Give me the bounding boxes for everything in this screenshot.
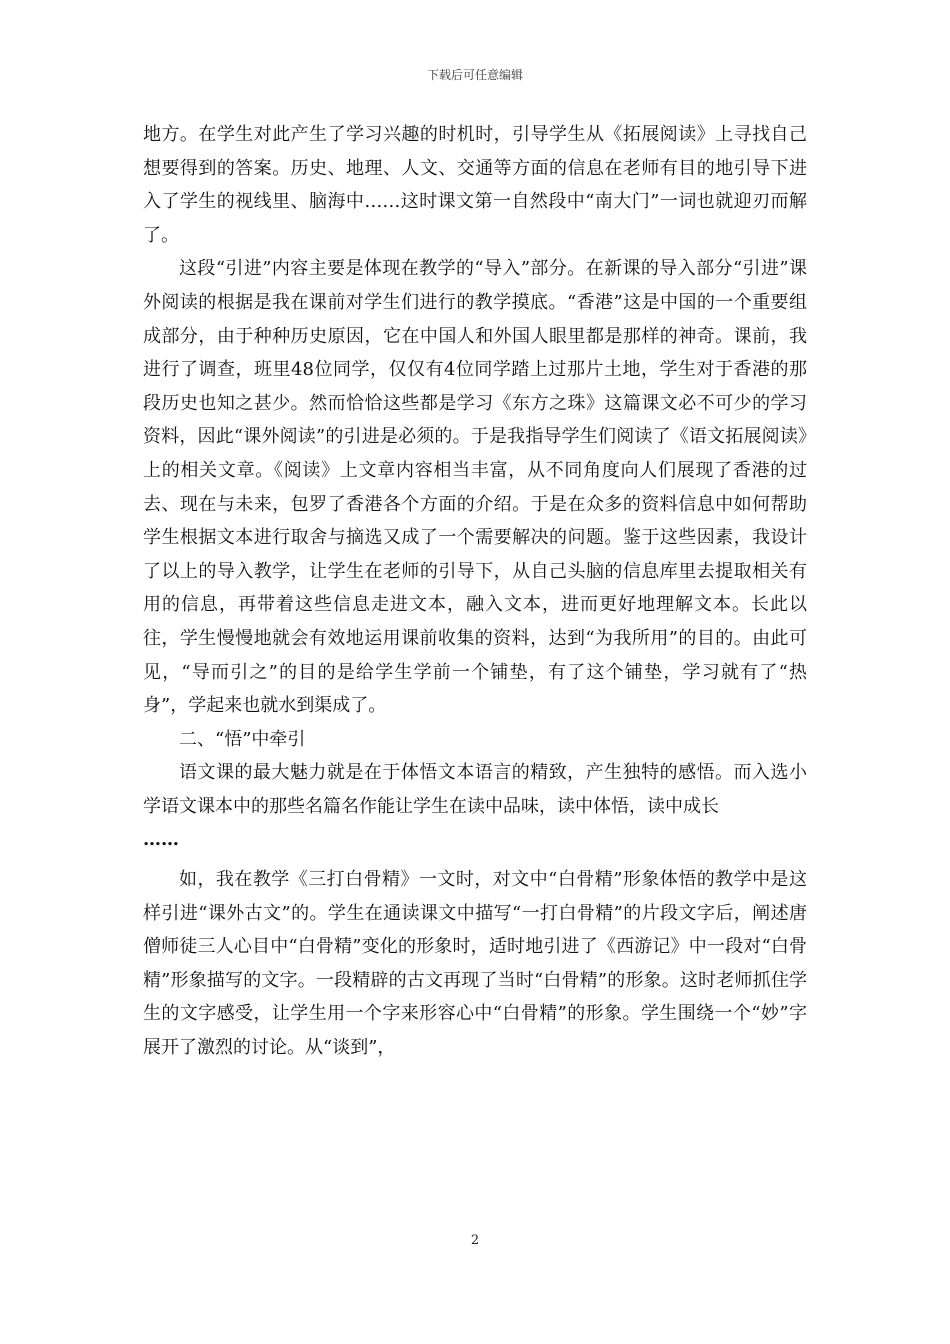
page-header: 下载后可任意编辑 — [426, 68, 523, 82]
ellipsis-line: …… — [143, 829, 179, 851]
section-heading: 二、“悟”中牵引 — [179, 728, 306, 750]
paragraph: 这段“引进”内容主要是体现在教学的“导入”部分。在新课的导入部分“引进”课外阅读的根据是我在课前对学生们进行的教学摸底。“香港”这是中国的一个重要组成部分，由于种种历史原因，它在中国人和外国人眼里都是那样的神奇。课前，我进行了调查，班里48位同学，仅仅有4位同学踏上过那片土地，学生对于香港的那段历史也知之甚少。然而恰恰这些都是学习《东方之珠》这篇课文必不可少的学习资料，因此“课外阅读”的引进是必须的。于是我指导学生们阅读了《语文拓展阅读》上的相关文章。《阅读》上文章内容相当丰富，从不同角度向人们展现了香港的过去、现在与未来，包罗了香港各个方面的介绍。于是在众多的资料信息中如何帮助学生根据文本进行取舍与摘选又成了一个需要解决的问题。鉴于这些因素，我设计了以上的导入教学，让学生在老师的引导下，从自己头脑的信息库里去提取相关有用的信息，再带着这些信息走进文本，融入文本，进而更好地理解文本。长此以往，学生慢慢地就会有效地运用课前收集的资料，达到“为我所用”的目的。由此可见，“导而引之”的目的是给学生学前一个铺垫，有了这个铺垫，学习就有了“热身”，学起来也就水到渠成了。 — [143, 258, 807, 717]
paragraph: 如，我在教学《三打白骨精》一文时，对文中“白骨精”形象体悟的教学中是这样引进“课外古文”的。学生在通读课文中描写“一打白骨精”的片段文字后，阐述唐僧师徒三人心目中“白骨精”变化的形象时，适时地引进了《西游记》中一段对“白骨精”形象描写的文字。一段精辟的古文再现了当时“白骨精”的形象。这时老师抓住学生的文字感受，让学生用一个字来形容心中“白骨精”的形象。学生围绕一个“妙”字展开了激烈的讨论。从“谈到”， — [143, 869, 807, 1059]
paragraph-continuation: 地方。在学生对此产生了学习兴趣的时机时，引导学生从《拓展阅读》上寻找自己想要得到的答案。历史、地理、人文、交通等方面的信息在老师有目的地引导下进入了学生的视线里、脑海中……这时课文第一自然段中“南大门”一词也就迎刃而解了。 — [143, 124, 807, 246]
paragraph: 语文课的最大魅力就是在于体悟文本语言的精致，产生独特的感悟。而入选小学语文课本中的那些名篇名作能让学生在读中品味，读中体悟，读中成长 — [143, 762, 807, 817]
page-number: 2 — [470, 1233, 480, 1248]
document-body — [143, 118, 807, 1065]
